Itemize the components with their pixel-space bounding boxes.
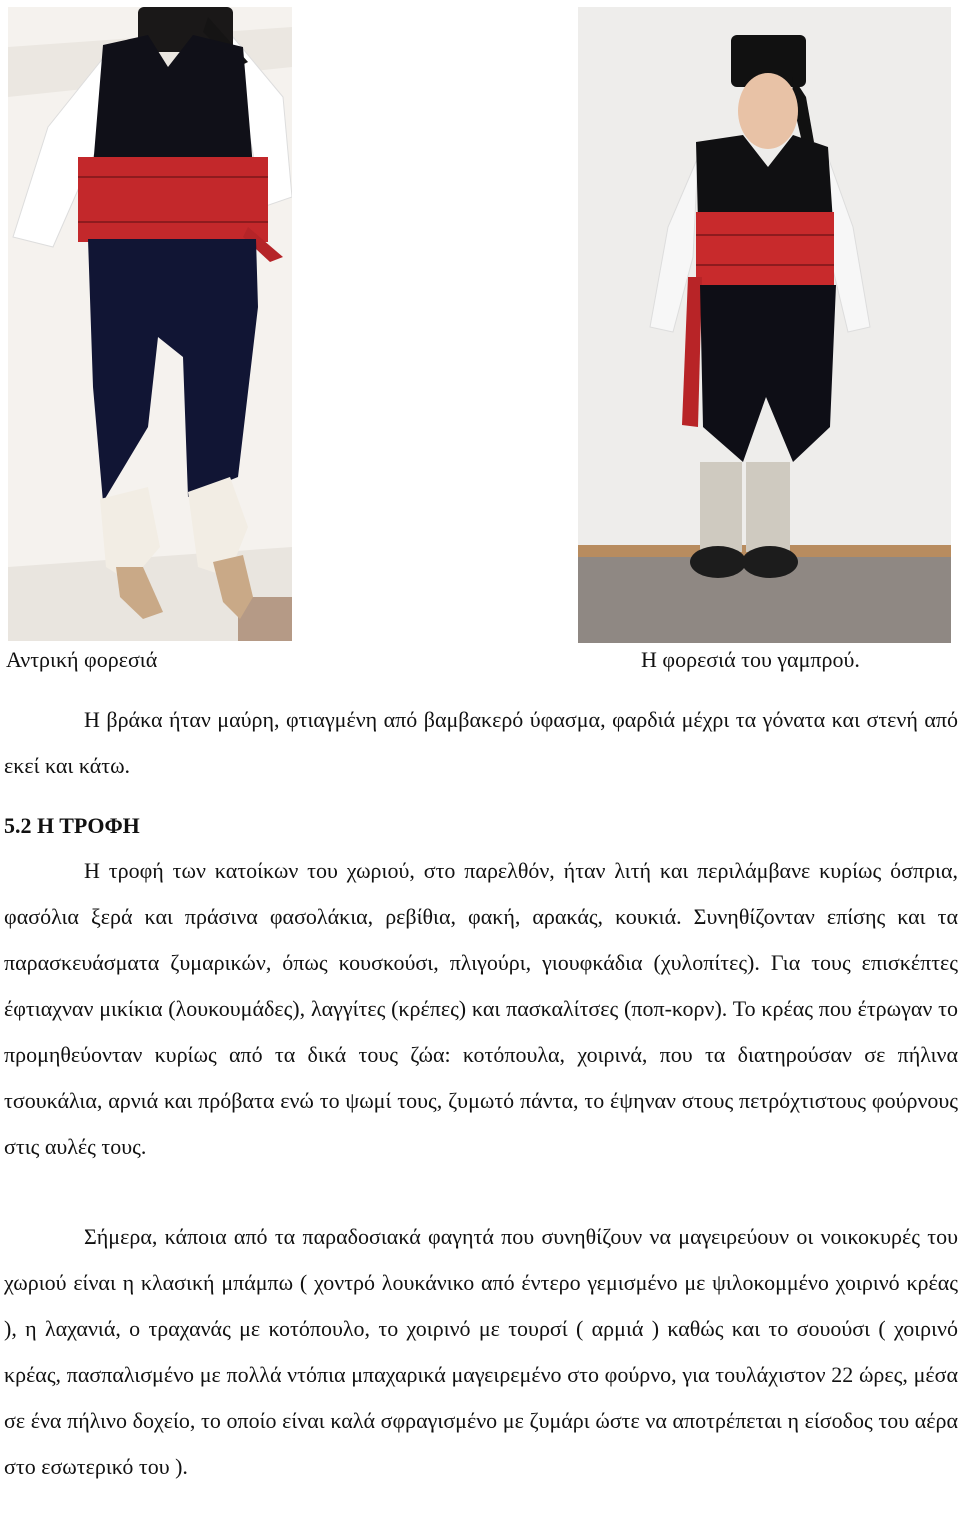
paragraph-text: Σήμερα, κάποια από τα παραδοσιακά φαγητά που συνηθίζουν να μαγειρεύουν οι νοικοκυρές του χωριού είναι η κλασική μπάμπω ( χοντρό λουκάνικο από έντερο γεμισμένο με ψιλοκομμένο χοιρινό κρέας ), η λαχανιά, ο τραχανάς με κοτόπουλο, το χοιρινό με τουρσί ( αρμιά ) καθώς και το σουούσι ( χοιρινό κρέας, πασπαλισμένο με πολλά ντόπια μπαχαρικά μαγειρεμένο στο φούρνο, για τουλάχιστον 22 ώρες, μέσα σε ένα πήλινο δοχείο, το οποίο είναι καλά σφραγισμένο με ζυμάρι ώστε να αποτρέπεται η είσοδος του αέρα στο εσωτερικό του ). [4,1224,958,1479]
paragraph-text: Η βράκα ήταν μαύρη, φτιαγμένη από βαμβακερό ύφασμα, φαρδιά μέχρι τα γόνατα και στενή από εκεί και κάτω. [4,707,958,778]
costume-flatlay-illustration [8,7,292,641]
paragraph-text: Η τροφή των κατοίκων του χωριού, στο παρελθόν, ήταν λιτή και περιλάμβανε κυρίως όσπρια, φασόλια ξερά και πράσινα φασολάκια, ρεβίθια, φακή, αρακάς, κουκιά. Συνηθίζονταν επίσης και τα παρασκευάσματα ζυμαρικών, όπως κουσκούσι, πλιγούρι, γιουφκάδια (χυλοπίτες). Για τους επισκέπτες έφτιαχναν μικίκια (λουκουμάδες), λαγγίτες (κρέπες) και πασκαλίτσες (ποπ-κορν). Το κρέας που έτρωγαν το προμηθεύονταν κυρίως από τα δικά τους ζώα: κοτόπουλα, χοιρινά, που τα διατηρούσαν σε πήλινα τσουκάλια, αρνιά και πρόβατα ενώ το ψωμί τους, ζυμωτό πάντα, το έψηναν στους πετρόχτιστους φούρνους στις αυλές τους. [4,858,958,1159]
figure-caption-right: Η φορεσιά του γαμπρού. [641,647,860,672]
paragraph-food-today [4,1214,958,1490]
paragraph-food-past [4,848,958,1170]
section-heading: 5.2 Η ΤΡΟΦΗ [4,813,140,838]
figure-caption-left: Αντρική φορεσιά [6,647,158,672]
groom-costume-illustration [578,7,951,643]
paragraph-vraka [4,697,958,789]
costume-photo-right [578,7,951,643]
costume-photo-left [8,7,292,641]
